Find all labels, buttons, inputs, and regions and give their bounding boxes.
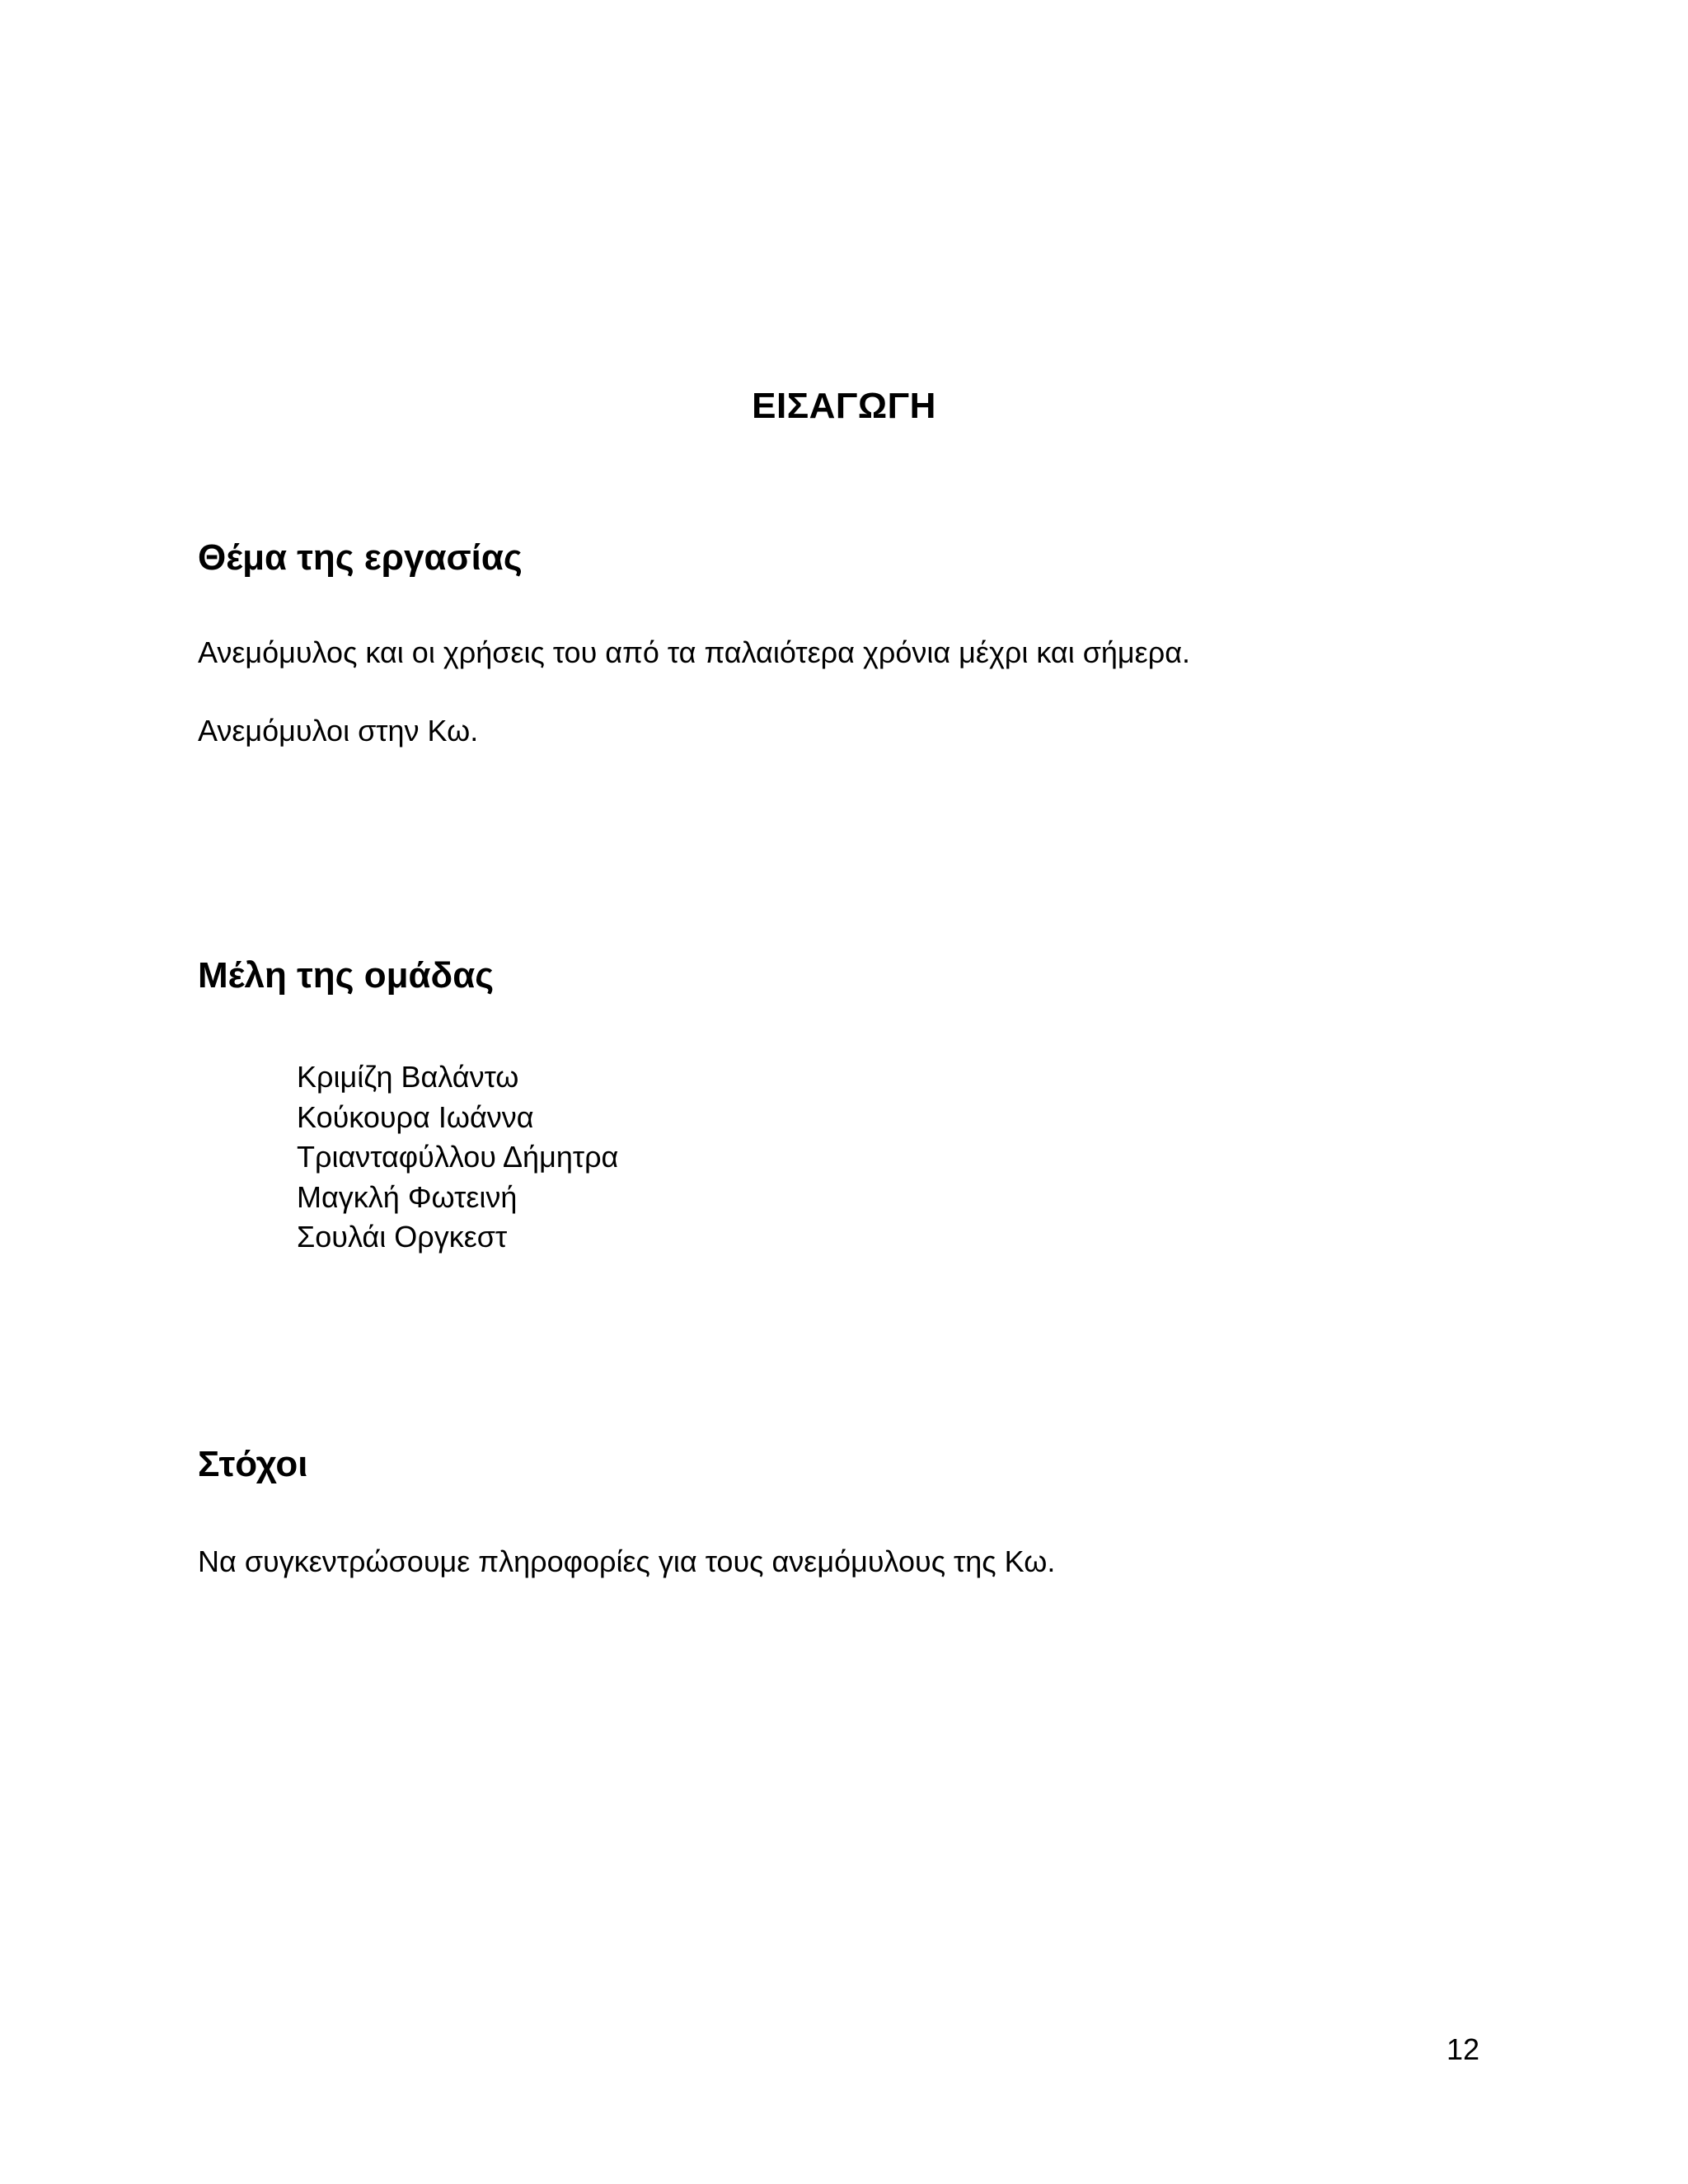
member-name: Μαγκλή Φωτεινή: [297, 1179, 518, 1214]
section-heading-topic: Θέμα της εργασίας: [198, 537, 523, 578]
goals-paragraph: Να συγκεντρώσουμε πληροφορίες για τους ανεμόμυλους της Κω.: [198, 1544, 1056, 1578]
member-name: Σουλάι Οργκεστ: [297, 1220, 508, 1254]
members-list: [297, 1057, 618, 1258]
member-name: Κριμίζη Βαλάντω: [297, 1060, 519, 1094]
topic-paragraph-2: Ανεμόμυλοι στην Κω.: [198, 714, 479, 748]
section-heading-goals: Στόχοι: [198, 1444, 308, 1484]
topic-paragraph-1: Ανεμόμυλος και οι χρήσεις του από τα παλαιότερα χρόνια μέχρι και σήμερα.: [198, 635, 1191, 669]
member-name: Τριανταφύλλου Δήμητρα: [297, 1140, 619, 1174]
page-number: 12: [1447, 2032, 1480, 2066]
member-name: Κούκουρα Ιωάννα: [297, 1099, 534, 1134]
document-title: ΕΙΣΑΓΩΓΗ: [752, 386, 936, 426]
section-heading-members: Μέλη της ομάδας: [198, 955, 495, 996]
